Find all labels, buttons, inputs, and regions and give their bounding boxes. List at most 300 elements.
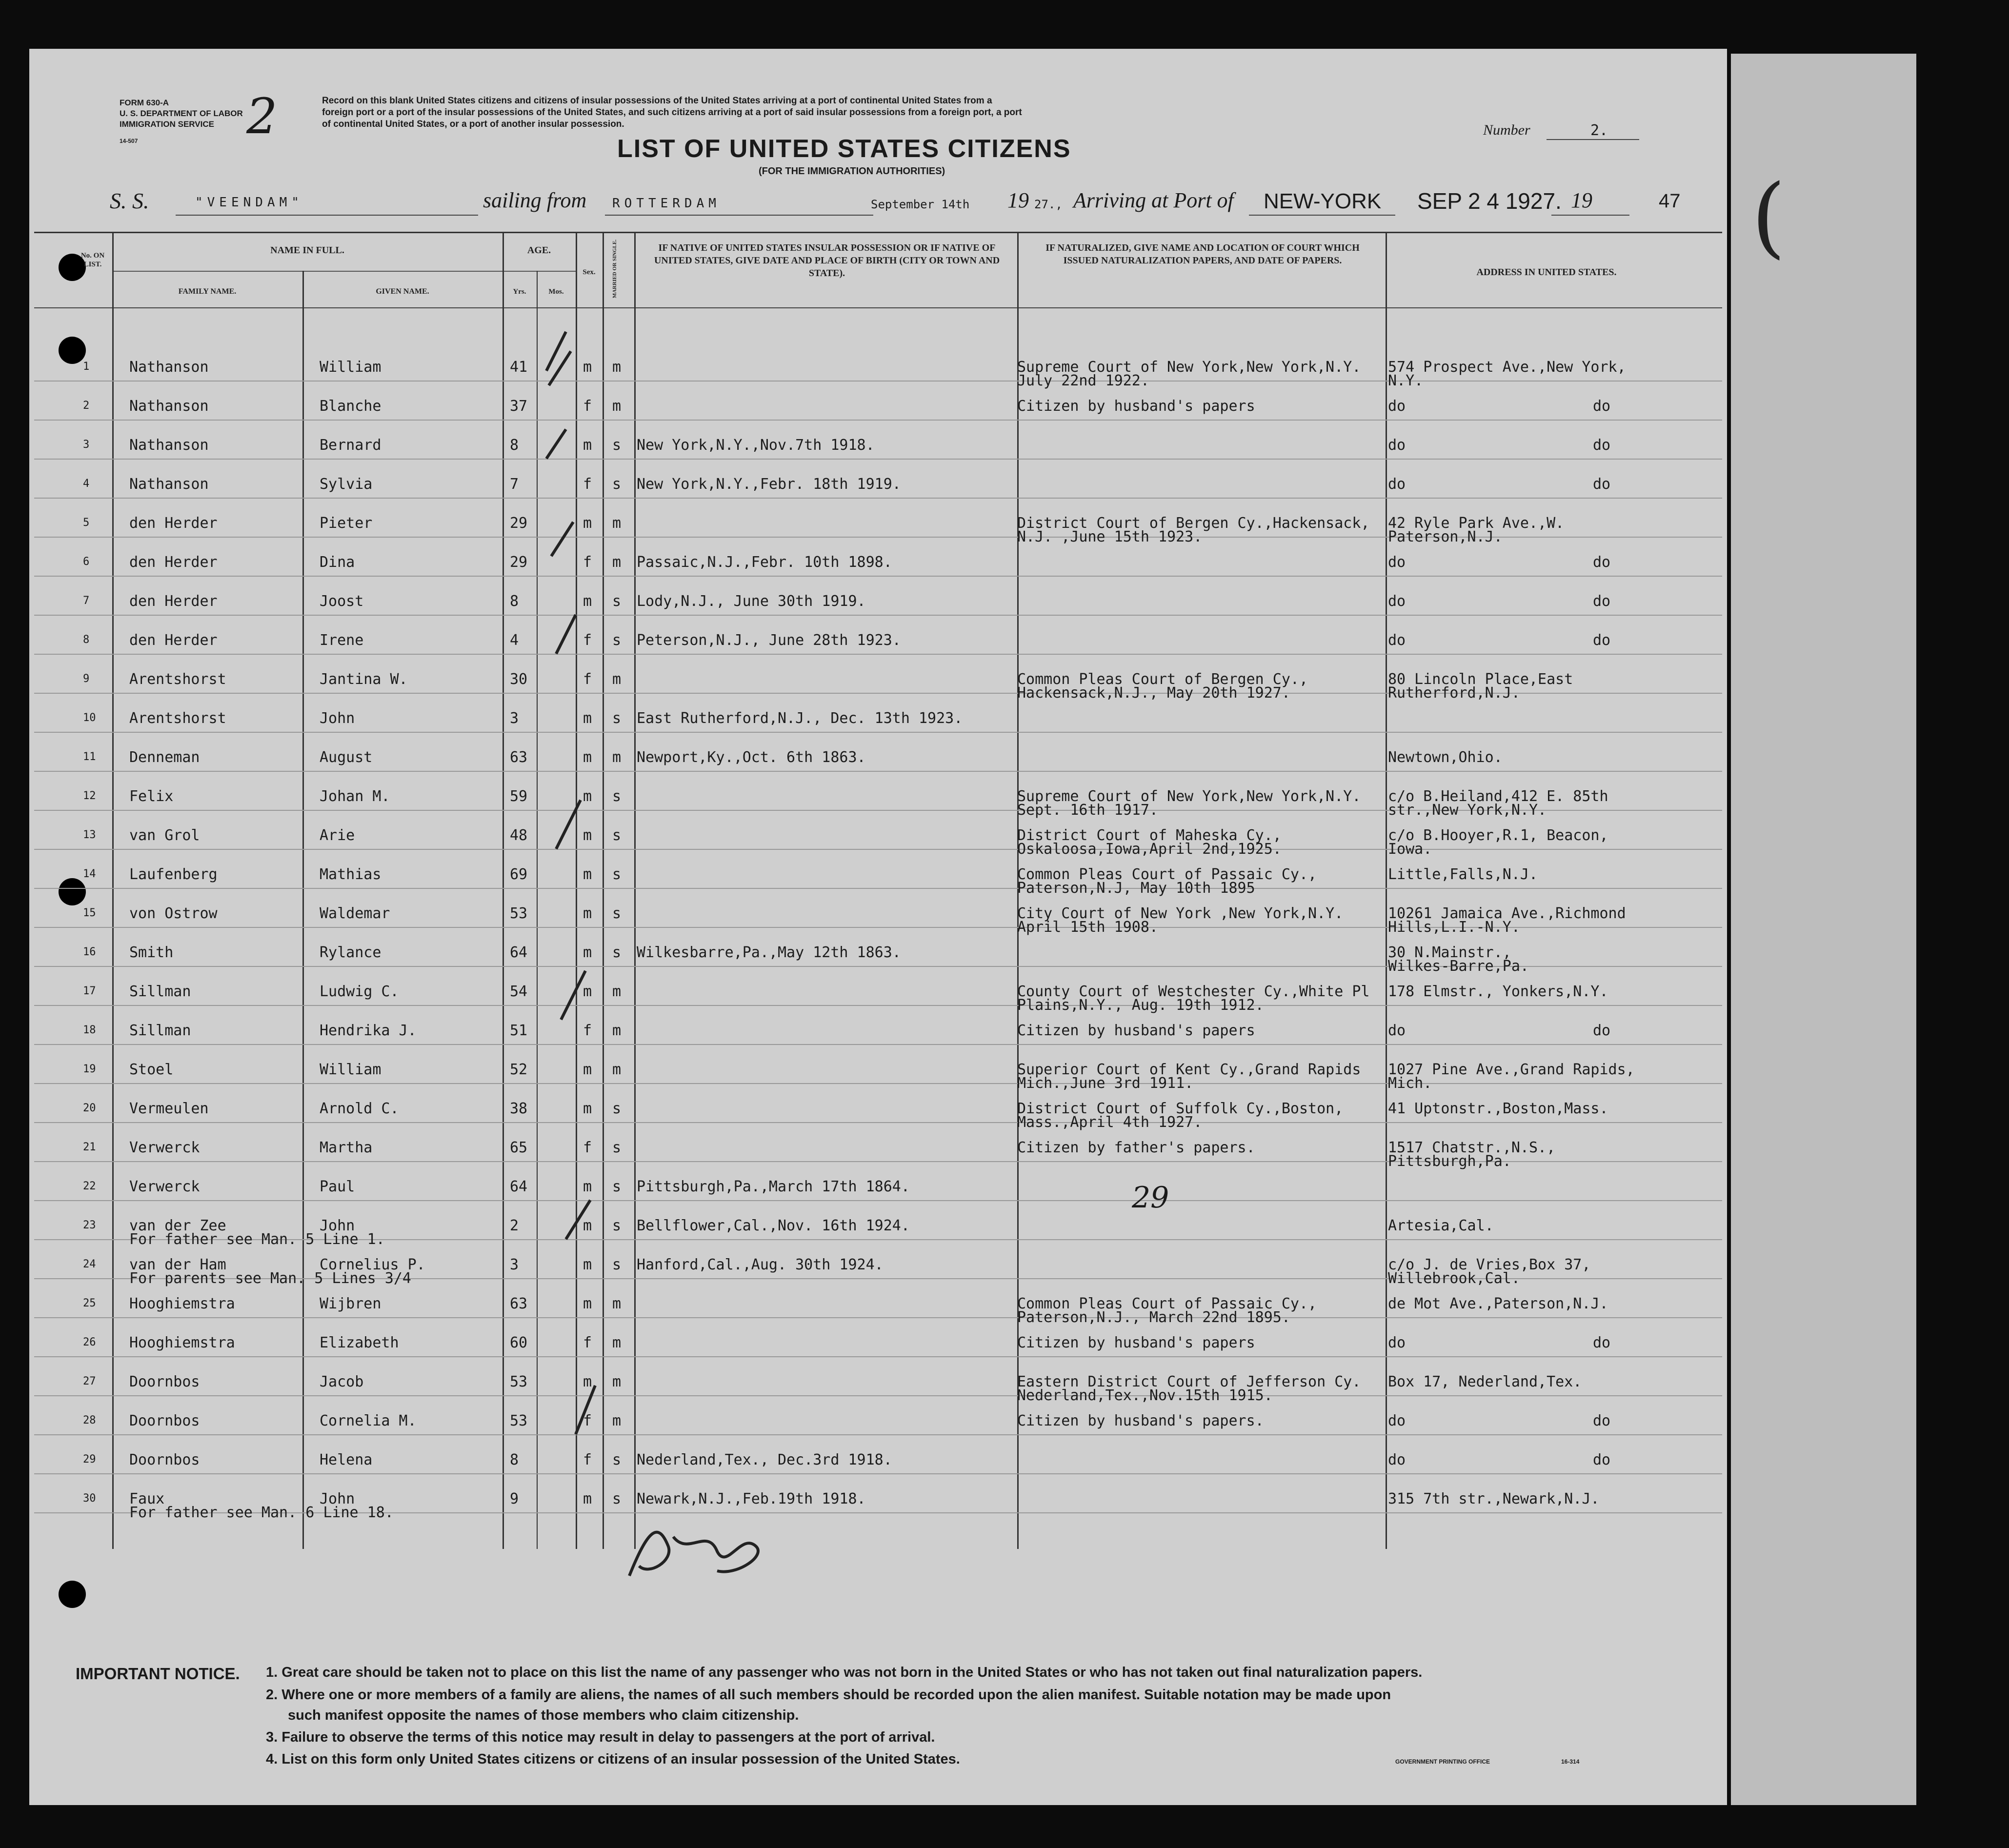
adjacent-page-mark: ( — [1751, 166, 1786, 268]
naturalization-court: Citizen by husband's papers — [1017, 1022, 1255, 1039]
naturalization-court: District Court of Bergen Cy.,Hackensack, — [1017, 515, 1370, 532]
address: 41 Uptonstr.,Boston,Mass. — [1388, 1100, 1608, 1117]
punch-hole — [59, 1581, 86, 1608]
address-ditto: do — [1593, 1334, 1611, 1351]
address: Newtown,Ohio. — [1388, 749, 1503, 766]
address-ditto: do — [1593, 1451, 1611, 1468]
row-number: 6 — [83, 556, 90, 568]
row-number: 15 — [83, 907, 96, 919]
birth-place-date: Wilkesbarre,Pa.,May 12th 1863. — [637, 944, 901, 961]
marital-status: m — [612, 554, 622, 571]
marital-status: s — [612, 788, 622, 805]
page-subtitle: (FOR THE IMMIGRATION AUTHORITIES) — [759, 166, 945, 177]
address: 80 Lincoln Place,East — [1388, 671, 1573, 688]
birth-place-date: Hanford,Cal.,Aug. 30th 1924. — [637, 1256, 884, 1273]
address: Box 17, Nederland,Tex. — [1388, 1373, 1582, 1390]
sex: f — [583, 554, 592, 571]
ship-name: "VEENDAM" — [195, 195, 303, 210]
given-name: John — [320, 1217, 355, 1234]
family-name: Hooghiemstra — [129, 1334, 235, 1351]
age-years: 48 — [510, 827, 528, 844]
col-divider — [302, 271, 304, 1549]
address: Artesia,Cal. — [1388, 1217, 1494, 1234]
naturalization-court-line2: Paterson,N.J., March 22nd 1895. — [1017, 1309, 1290, 1326]
age-years: 38 — [510, 1100, 528, 1117]
address-line2: Hills,L.I.-N.Y. — [1388, 919, 1520, 936]
sex: f — [583, 1022, 592, 1039]
age-years: 8 — [510, 437, 519, 454]
naturalization-court: Citizen by husband's papers. — [1017, 1412, 1264, 1429]
marital-status: m — [612, 1022, 622, 1039]
col-header-address: ADDRESS IN UNITED STATES. — [1476, 267, 1617, 278]
punch-hole — [59, 878, 86, 905]
marital-status: s — [612, 437, 622, 454]
age-years: 2 — [510, 1217, 519, 1234]
address: c/o B.Hooyer,R.1, Beacon, — [1388, 827, 1608, 844]
row-number: 12 — [83, 790, 96, 802]
row-number: 7 — [83, 595, 90, 607]
col-divider — [634, 232, 636, 1549]
address: 1027 Pine Ave.,Grand Rapids, — [1388, 1061, 1635, 1078]
row-number: 2 — [83, 400, 90, 412]
family-name: Verwerck — [129, 1139, 200, 1156]
address-line2: Iowa. — [1388, 841, 1432, 858]
address-line2: str.,New York,N.Y. — [1388, 802, 1547, 819]
row-number: 28 — [83, 1414, 96, 1426]
naturalization-court: Citizen by father's papers. — [1017, 1139, 1255, 1156]
row-rule — [34, 615, 1722, 616]
age-years: 7 — [510, 476, 519, 493]
marital-status: m — [612, 1412, 622, 1429]
naturalization-court-line2: Mich.,June 3rd 1911. — [1017, 1075, 1194, 1092]
naturalization-court: City Court of New York ,New York,N.Y. — [1017, 905, 1344, 922]
address: 178 Elmstr., Yonkers,N.Y. — [1388, 983, 1608, 1000]
sex: f — [583, 1334, 592, 1351]
age-years: 3 — [510, 710, 519, 727]
port-to: NEW-YORK — [1264, 189, 1382, 213]
family-name: den Herder — [129, 515, 218, 532]
form-info — [120, 98, 243, 146]
address-ditto: do — [1593, 632, 1611, 649]
arrival-year-label: 19 — [1571, 188, 1592, 212]
given-name: Arie — [320, 827, 355, 844]
age-years: 63 — [510, 1295, 528, 1312]
family-name: Arentshorst — [129, 671, 226, 688]
given-name: Blanche — [320, 398, 382, 415]
row-rule — [34, 1005, 1722, 1006]
given-name: Jacob — [320, 1373, 364, 1390]
age-years: 65 — [510, 1139, 528, 1156]
marital-status: s — [612, 1490, 622, 1507]
row-rule — [34, 1122, 1722, 1123]
marital-status: m — [612, 1334, 622, 1351]
address: c/o J. de Vries,Box 37, — [1388, 1256, 1591, 1273]
given-name: William — [320, 1061, 382, 1078]
marital-status: s — [612, 1100, 622, 1117]
naturalization-court-line2: Paterson,N.J, May 10th 1895 — [1017, 880, 1255, 897]
age-years: 29 — [510, 554, 528, 571]
sex: m — [583, 1178, 592, 1195]
row-number: 4 — [83, 478, 90, 490]
year-suffix: 27., — [1034, 198, 1063, 211]
adjacent-page-strip — [1731, 54, 1916, 1805]
family-name: Doornbos — [129, 1373, 200, 1390]
row-number: 23 — [83, 1219, 96, 1231]
instruction-line: foreign port or a port of the insular possessions of the United States, and such citizens arriving at a port of said insular possessions from a foreign port, a port — [322, 107, 1022, 118]
col-header-birth: IF NATIVE OF UNITED STATES INSULAR POSSESSION OR IF NATIVE OF UNITED STATES, GIVE DATE AND PLACE OF BIRTH (CITY OR TOWN AND STATE). — [654, 242, 1000, 279]
address: do — [1388, 632, 1406, 649]
address-ditto: do — [1593, 554, 1611, 571]
handwritten-note: 29 — [1132, 1181, 1169, 1215]
row-rule — [34, 732, 1722, 733]
marital-status: s — [612, 632, 622, 649]
row-number: 30 — [83, 1492, 96, 1505]
arriving-label: Arriving at Port of — [1073, 188, 1234, 212]
family-name: den Herder — [129, 593, 218, 610]
col-header-family: FAMILY NAME. — [178, 287, 237, 296]
family-name: Vermeulen — [129, 1100, 209, 1117]
row-number: 16 — [83, 946, 96, 958]
row-number: 25 — [83, 1297, 96, 1309]
row-number: 18 — [83, 1024, 96, 1036]
given-name: Wijbren — [320, 1295, 382, 1312]
address: do — [1388, 437, 1406, 454]
sex: m — [583, 1256, 592, 1273]
arrival-line — [1551, 215, 1629, 216]
row-number: 3 — [83, 439, 90, 451]
family-name: Nathanson — [129, 437, 209, 454]
page-title: LIST OF UNITED STATES CITIZENS — [617, 135, 1071, 163]
table-top — [34, 232, 1722, 233]
marital-status: m — [612, 515, 622, 532]
col-divider — [112, 232, 114, 1549]
sex: f — [583, 1451, 592, 1468]
page-number: 47 — [1659, 190, 1681, 212]
family-note: For father see Man. 6 Line 18. — [129, 1504, 394, 1521]
marital-status: m — [612, 359, 622, 376]
sex: m — [583, 359, 592, 376]
header-bottom — [34, 307, 1722, 308]
row-number: 29 — [83, 1453, 96, 1466]
col-header-given: GIVEN NAME. — [376, 287, 429, 296]
family-name: Arentshorst — [129, 710, 226, 727]
given-name: Mathias — [320, 866, 382, 883]
row-number: 14 — [83, 868, 96, 880]
given-name: Elizabeth — [320, 1334, 399, 1351]
name-sub-rule — [112, 271, 502, 272]
age-years: 64 — [510, 944, 528, 961]
age-sub-rule — [502, 271, 576, 272]
sex: m — [583, 1295, 592, 1312]
given-name: Waldemar — [320, 905, 390, 922]
sex: f — [583, 671, 592, 688]
given-name: Paul — [320, 1178, 355, 1195]
row-number: 22 — [83, 1180, 96, 1192]
col-header-age: AGE. — [527, 245, 551, 256]
family-name: Nathanson — [129, 476, 209, 493]
family-name: Stoel — [129, 1061, 174, 1078]
naturalization-court: Supreme Court of New York,New York,N.Y. — [1017, 788, 1361, 805]
family-name: Verwerck — [129, 1178, 200, 1195]
address: do — [1388, 1412, 1406, 1429]
given-name: Joost — [320, 593, 364, 610]
row-rule — [34, 1044, 1722, 1045]
naturalization-court-line2: Hackensack,N.J., May 20th 1927. — [1017, 684, 1290, 702]
notice-label: IMPORTANT NOTICE. — [76, 1665, 240, 1683]
address: 574 Prospect Ave.,New York, — [1388, 359, 1626, 376]
marital-status: s — [612, 1178, 622, 1195]
row-rule — [34, 1473, 1722, 1474]
col-header-married: MARRIED OR SINGLE. — [612, 239, 618, 299]
address-ditto: do — [1593, 476, 1611, 493]
address: 315 7th str.,Newark,N.J. — [1388, 1490, 1600, 1507]
marital-status: s — [612, 866, 622, 883]
family-name: Smith — [129, 944, 174, 961]
sex: f — [583, 632, 592, 649]
naturalization-court: Supreme Court of New York,New York,N.Y. — [1017, 359, 1361, 376]
address: do — [1388, 554, 1406, 571]
address-line2: Paterson,N.J. — [1388, 528, 1503, 545]
naturalization-court: Citizen by husband's papers — [1017, 398, 1255, 415]
family-name: van Grol — [129, 827, 200, 844]
marital-status: m — [612, 398, 622, 415]
sailing-date: September 14th — [871, 198, 970, 211]
row-rule — [34, 420, 1722, 421]
birth-place-date: Pittsburgh,Pa.,March 17th 1864. — [637, 1178, 910, 1195]
birth-place-date: Lody,N.J., June 30th 1919. — [637, 593, 866, 610]
marital-status: s — [612, 944, 622, 961]
row-rule — [34, 381, 1722, 382]
address-ditto: do — [1593, 398, 1611, 415]
sex: m — [583, 788, 592, 805]
address: do — [1388, 1451, 1406, 1468]
naturalization-court: Citizen by husband's papers — [1017, 1334, 1255, 1351]
given-name: William — [320, 359, 382, 376]
naturalization-court: Eastern District Court of Jefferson Cy. — [1017, 1373, 1361, 1390]
row-number: 10 — [83, 712, 96, 724]
instruction-line: Record on this blank United States citizens and citizens of insular possessions of the United States arriving at a port of continental United States from a — [322, 96, 992, 106]
age-years: 53 — [510, 905, 528, 922]
naturalization-court: District Court of Suffolk Cy.,Boston, — [1017, 1100, 1344, 1117]
marital-status: s — [612, 710, 622, 727]
birth-place-date: Bellflower,Cal.,Nov. 16th 1924. — [637, 1217, 910, 1234]
naturalization-court-line2: Oskaloosa,Iowa,April 2nd,1925. — [1017, 841, 1282, 858]
given-name: Helena — [320, 1451, 373, 1468]
given-name: Hendrika J. — [320, 1022, 417, 1039]
family-name: van der Ham — [129, 1256, 226, 1273]
row-rule — [34, 1083, 1722, 1084]
naturalization-court: Superior Court of Kent Cy.,Grand Rapids — [1017, 1061, 1361, 1078]
row-rule — [34, 459, 1722, 460]
given-name: Pieter — [320, 515, 373, 532]
given-name: John — [320, 710, 355, 727]
ship-line — [176, 215, 478, 216]
age-years: 53 — [510, 1412, 528, 1429]
sex: m — [583, 1100, 592, 1117]
family-note: For parents see Man. 5 Lines 3/4 — [129, 1270, 411, 1287]
address-ditto: do — [1593, 593, 1611, 610]
sheet-number: 2 — [246, 88, 278, 145]
notice-item: such manifest opposite the names of those members who claim citizenship. — [288, 1707, 799, 1723]
family-name: den Herder — [129, 632, 218, 649]
marital-status: s — [612, 1217, 622, 1234]
naturalization-court-line2: Mass.,April 4th 1927. — [1017, 1114, 1203, 1131]
col-header-name: NAME IN FULL. — [270, 245, 344, 256]
age-years: 59 — [510, 788, 528, 805]
family-name: den Herder — [129, 554, 218, 571]
port-line — [605, 215, 873, 216]
col-divider — [1386, 232, 1387, 1549]
naturalization-court-line2: July 22nd 1922. — [1017, 372, 1149, 389]
address: do — [1388, 1334, 1406, 1351]
address: de Mot Ave.,Paterson,N.J. — [1388, 1295, 1608, 1312]
address: 42 Ryle Park Ave.,W. — [1388, 515, 1565, 532]
family-name: Faux — [129, 1490, 165, 1507]
sex: m — [583, 866, 592, 883]
sex: m — [583, 437, 592, 454]
age-years: 53 — [510, 1373, 528, 1390]
birth-place-date: East Rutherford,N.J., Dec. 13th 1923. — [637, 710, 963, 727]
family-name: Nathanson — [129, 359, 209, 376]
address-ditto: do — [1593, 1412, 1611, 1429]
row-rule — [34, 1200, 1722, 1201]
address-line2: Willebrook,Cal. — [1388, 1270, 1520, 1287]
row-number: 17 — [83, 985, 96, 997]
marital-status: s — [612, 827, 622, 844]
naturalization-court-line2: April 15th 1908. — [1017, 919, 1158, 936]
row-rule — [34, 771, 1722, 772]
marital-status: s — [612, 1451, 622, 1468]
address: 30 N.Mainstr., — [1388, 944, 1511, 961]
family-name: Nathanson — [129, 398, 209, 415]
family-name: Denneman — [129, 749, 200, 766]
age-years: 8 — [510, 1451, 519, 1468]
sex: m — [583, 983, 592, 1000]
given-name: Irene — [320, 632, 364, 649]
address: 10261 Jamaica Ave.,Richmond — [1388, 905, 1626, 922]
family-name: Doornbos — [129, 1412, 200, 1429]
address-ditto: do — [1593, 1022, 1611, 1039]
sex: m — [583, 1061, 592, 1078]
given-name: Rylance — [320, 944, 382, 961]
age-years: 4 — [510, 632, 519, 649]
row-rule — [34, 849, 1722, 850]
printer: GOVERNMENT PRINTING OFFICE — [1395, 1758, 1490, 1765]
naturalization-court-line2: Sept. 16th 1917. — [1017, 802, 1158, 819]
col-header-yrs: Yrs. — [513, 288, 526, 296]
row-number: 27 — [83, 1375, 96, 1387]
birth-place-date: Nederland,Tex., Dec.3rd 1918. — [637, 1451, 892, 1468]
family-name: van der Zee — [129, 1217, 226, 1234]
age-years: 9 — [510, 1490, 519, 1507]
address-line2: Rutherford,N.J. — [1388, 684, 1520, 702]
row-rule — [34, 1434, 1722, 1435]
family-name: Doornbos — [129, 1451, 200, 1468]
given-name: Cornelia M. — [320, 1412, 417, 1429]
instruction-line: of continental United States, or a port of another insular possession. — [322, 119, 624, 129]
given-name: Martha — [320, 1139, 373, 1156]
officer-signature — [620, 1517, 776, 1590]
address-line2: Wilkes-Barre,Pa. — [1388, 958, 1529, 975]
address: do — [1388, 476, 1406, 493]
naturalization-court-line2: Plains,N.Y., Aug. 19th 1912. — [1017, 997, 1264, 1014]
row-rule — [34, 498, 1722, 499]
given-name: Dina — [320, 554, 355, 571]
marital-status: m — [612, 1373, 622, 1390]
family-name: Sillman — [129, 1022, 191, 1039]
age-years: 30 — [510, 671, 528, 688]
sex: m — [583, 1217, 592, 1234]
naturalization-court: Common Pleas Court of Bergen Cy., — [1017, 671, 1308, 688]
family-name: Laufenberg — [129, 866, 218, 883]
service: IMMIGRATION SERVICE — [120, 120, 214, 129]
birth-place-date: Peterson,N.J., June 28th 1923. — [637, 632, 901, 649]
sex: f — [583, 476, 592, 493]
given-name: Johan M. — [320, 788, 390, 805]
address-line2: Pittsburgh,Pa. — [1388, 1153, 1511, 1170]
address: do — [1388, 398, 1406, 415]
row-number: 9 — [83, 673, 90, 685]
age-years: 64 — [510, 1178, 528, 1195]
given-name: Bernard — [320, 437, 382, 454]
birth-place-date: Newark,N.J.,Feb.19th 1918. — [637, 1490, 866, 1507]
marital-status: m — [612, 1061, 622, 1078]
notice-item: 2. Where one or more members of a family are aliens, the names of all such members should be recorded upon the alien manifest. Suitable notation may be made upon — [266, 1687, 1391, 1703]
form-code: 14-507 — [120, 138, 138, 144]
naturalization-court: District Court of Maheska Cy., — [1017, 827, 1282, 844]
row-number: 11 — [83, 751, 96, 763]
address: 1517 Chatstr.,N.S., — [1388, 1139, 1556, 1156]
naturalization-court-line2: Nederland,Tex.,Nov.15th 1915. — [1017, 1387, 1273, 1404]
sex: m — [583, 749, 592, 766]
marital-status: s — [612, 476, 622, 493]
address-line2: N.Y. — [1388, 372, 1424, 389]
number-label: Number — [1483, 122, 1530, 138]
marital-status: m — [612, 983, 622, 1000]
instructions — [322, 95, 1022, 130]
given-name: Ludwig C. — [320, 983, 399, 1000]
notice-item: 1. Great care should be taken not to place on this list the name of any passenger who was not born in the United States or who has not taken out final naturalization papers. — [266, 1665, 1423, 1680]
sex: m — [583, 1373, 592, 1390]
port-to-line — [1249, 215, 1395, 216]
age-years: 3 — [510, 1256, 519, 1273]
age-years: 41 — [510, 359, 528, 376]
sex: m — [583, 827, 592, 844]
marital-status: m — [612, 749, 622, 766]
birth-place-date: Passaic,N.J.,Febr. 10th 1898. — [637, 554, 892, 571]
birth-place-date: New York,N.Y.,Nov.7th 1918. — [637, 437, 875, 454]
given-name: August — [320, 749, 373, 766]
arrival-stamp: SEP 2 4 1927. — [1417, 188, 1562, 214]
address: c/o B.Heiland,412 E. 85th — [1388, 788, 1608, 805]
col-header-no: No. ON LIST. — [80, 252, 105, 268]
sex: m — [583, 593, 592, 610]
given-name: Sylvia — [320, 476, 373, 493]
family-name: von Ostrow — [129, 905, 218, 922]
birth-place-date: New York,N.Y.,Febr. 18th 1919. — [637, 476, 901, 493]
address: do — [1388, 593, 1406, 610]
marital-status: s — [612, 593, 622, 610]
naturalization-court-line2: N.J. ,June 15th 1923. — [1017, 528, 1203, 545]
sex: f — [583, 1412, 592, 1429]
given-name: Cornelius P. — [320, 1256, 425, 1273]
row-number: 5 — [83, 517, 90, 529]
sex: m — [583, 905, 592, 922]
naturalization-court: County Court of Westchester Cy.,White Pl — [1017, 983, 1370, 1000]
printer-code: 16-314 — [1561, 1758, 1580, 1765]
marital-status: s — [612, 1256, 622, 1273]
marital-status: s — [612, 1139, 622, 1156]
